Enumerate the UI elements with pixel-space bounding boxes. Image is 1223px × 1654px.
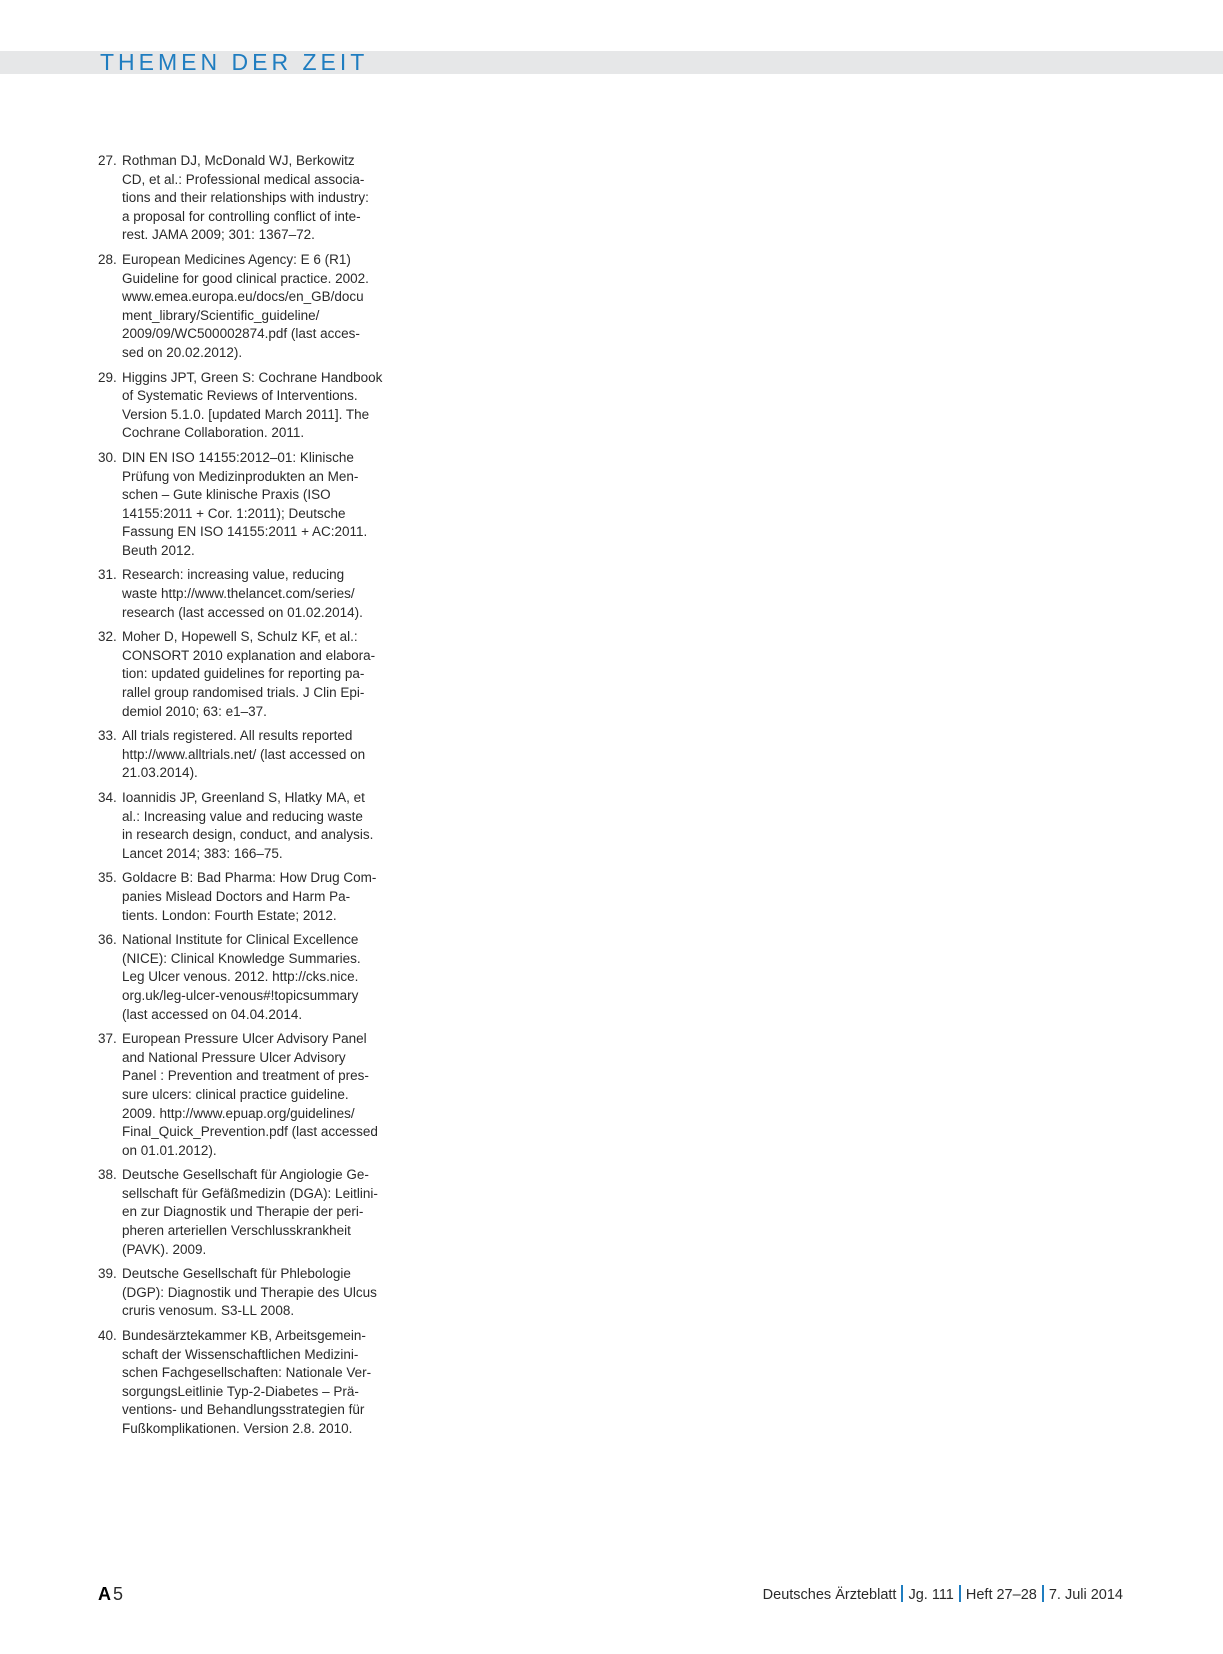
reference-line: Fassung EN ISO 14155:2011 + AC:2011. bbox=[122, 524, 368, 540]
reference-number: 32. bbox=[98, 629, 117, 645]
reference-number: 35. bbox=[98, 870, 117, 886]
reference-number: 39. bbox=[98, 1266, 117, 1282]
reference-line: 21.03.2014). bbox=[122, 765, 198, 781]
reference-line: sed on 20.02.2012). bbox=[122, 344, 243, 360]
reference-number: 36. bbox=[98, 932, 117, 948]
reference-line: sure ulcers: clinical practice guideline. bbox=[122, 1086, 349, 1102]
reference-line: www.emea.europa.eu/docs/en_GB/docu bbox=[122, 289, 364, 305]
reference-text bbox=[122, 628, 380, 721]
reference-line: http://www.alltrials.net/ (last accessed on bbox=[122, 746, 366, 762]
section-title: THEMEN DER ZEIT bbox=[100, 49, 369, 75]
reference-line: a proposal for controlling conflict of inte- bbox=[122, 208, 361, 224]
reference-line: on 01.01.2012). bbox=[122, 1142, 217, 1158]
reference-line: schaft der Wissenschaftlichen Medizini- bbox=[122, 1346, 359, 1362]
reference-item bbox=[98, 449, 380, 561]
reference-line: European Medicines Agency: E 6 (R1) bbox=[122, 251, 351, 267]
reference-line: in research design, conduct, and analysis. bbox=[122, 827, 374, 843]
reference-line: ment_library/Scientific_guideline/ bbox=[122, 307, 320, 323]
footer-separator bbox=[959, 1585, 961, 1602]
reference-text bbox=[122, 251, 380, 363]
reference-line: Prüfung von Medizinprodukten an Men- bbox=[122, 468, 359, 484]
reference-number: 33. bbox=[98, 728, 117, 744]
reference-line: All trials registered. All results reported bbox=[122, 728, 353, 744]
reference-item bbox=[98, 789, 380, 863]
reference-line: Ioannidis JP, Greenland S, Hlatky MA, et bbox=[122, 790, 365, 805]
footer-separator bbox=[901, 1585, 903, 1602]
reference-line: org.uk/leg-ulcer-venous#!topicsummary bbox=[122, 987, 359, 1003]
reference-number: 40. bbox=[98, 1328, 117, 1344]
reference-line: and National Pressure Ulcer Advisory bbox=[122, 1049, 346, 1065]
reference-line: cruris venosum. S3-LL 2008. bbox=[122, 1303, 295, 1319]
reference-line: research (last accessed on 01.02.2014). bbox=[122, 604, 363, 620]
reference-line: CONSORT 2010 explanation and elabora- bbox=[122, 647, 376, 663]
reference-line: tion: updated guidelines for reporting pa- bbox=[122, 666, 365, 682]
reference-line: sellschaft für Gefäßmedizin (DGA): Leitlini- bbox=[122, 1185, 378, 1201]
reference-number: 37. bbox=[98, 1031, 117, 1047]
reference-line: (last accessed on 04.04.2014. bbox=[122, 1006, 303, 1022]
reference-list bbox=[98, 152, 383, 1445]
reference-line: tions and their relationships with industry: bbox=[122, 190, 369, 206]
journal-date: 7. Juli 2014 bbox=[1048, 1587, 1123, 1603]
reference-line: rallel group randomised trials. J Clin Epi- bbox=[122, 685, 365, 701]
journal-volume: Jg. 111 bbox=[908, 1587, 954, 1603]
reference-number: 31. bbox=[98, 567, 117, 583]
reference-item bbox=[98, 251, 380, 363]
reference-text bbox=[122, 1265, 380, 1321]
reference-line: National Institute for Clinical Excellence bbox=[122, 932, 359, 948]
journal-name: Deutsches Ärzteblatt bbox=[762, 1587, 897, 1603]
reference-text bbox=[122, 789, 380, 863]
reference-line: Final_Quick_Prevention.pdf (last accessed bbox=[122, 1124, 378, 1140]
reference-line: Beuth 2012. bbox=[122, 542, 195, 558]
reference-line: en zur Diagnostik und Therapie der peri- bbox=[122, 1204, 364, 1220]
reference-line: al.: Increasing value and reducing waste bbox=[122, 808, 363, 824]
reference-line: (NICE): Clinical Knowledge Summaries. bbox=[122, 950, 361, 966]
reference-text bbox=[122, 869, 380, 925]
reference-item bbox=[98, 566, 380, 622]
reference-number: 28. bbox=[98, 251, 117, 267]
reference-line: Deutsche Gesellschaft für Phlebologie bbox=[122, 1266, 351, 1282]
reference-line: Higgins JPT, Green S: Cochrane Handbook bbox=[122, 369, 383, 385]
reference-number: 38. bbox=[98, 1167, 117, 1183]
reference-line: pheren arteriellen Verschlusskrankheit bbox=[122, 1223, 351, 1239]
reference-item bbox=[98, 931, 380, 1024]
reference-line: schen Fachgesellschaften: Nationale Ver- bbox=[122, 1365, 372, 1381]
reference-line: Panel : Prevention and treatment of pres- bbox=[122, 1068, 369, 1084]
reference-text bbox=[122, 1327, 380, 1439]
page-letter: A bbox=[98, 1584, 111, 1604]
reference-item bbox=[98, 727, 380, 783]
reference-line: waste http://www.thelancet.com/series/ bbox=[122, 586, 355, 602]
reference-line: Goldacre B: Bad Pharma: How Drug Com- bbox=[122, 870, 377, 886]
reference-item bbox=[98, 1265, 380, 1321]
reference-line: Research: increasing value, reducing bbox=[122, 567, 345, 583]
reference-text bbox=[122, 1166, 380, 1259]
reference-line: Version 5.1.0. [updated March 2011]. The bbox=[122, 406, 370, 422]
reference-text bbox=[122, 727, 380, 783]
reference-line: schen – Gute klinische Praxis (ISO bbox=[122, 487, 331, 503]
reference-text bbox=[122, 1030, 380, 1160]
reference-text bbox=[122, 369, 382, 443]
reference-number: 29. bbox=[98, 369, 117, 385]
reference-line: Fußkomplikationen. Version 2.8. 2010. bbox=[122, 1421, 353, 1436]
reference-line: CD, et al.: Professional medical associa- bbox=[122, 171, 365, 187]
reference-line: Guideline for good clinical practice. 2002. bbox=[122, 270, 369, 286]
page-digit: 5 bbox=[113, 1584, 124, 1604]
reference-line: European Pressure Ulcer Advisory Panel bbox=[122, 1031, 367, 1047]
reference-item bbox=[98, 628, 380, 721]
reference-item bbox=[98, 1327, 380, 1439]
reference-line: Cochrane Collaboration. 2011. bbox=[122, 425, 305, 441]
reference-item bbox=[98, 869, 380, 925]
journal-issue: Heft 27–28 bbox=[965, 1587, 1037, 1603]
reference-item bbox=[98, 1166, 380, 1259]
reference-number: 27. bbox=[98, 153, 117, 168]
reference-item bbox=[98, 152, 380, 245]
reference-line: of Systematic Reviews of Interventions. bbox=[122, 388, 358, 404]
reference-line: sorgungsLeitlinie Typ-2-Diabetes – Prä- bbox=[122, 1383, 359, 1399]
reference-line: 2009/09/WC500002874.pdf (last acces- bbox=[122, 326, 360, 342]
reference-item bbox=[98, 369, 383, 443]
reference-line: (PAVK). 2009. bbox=[122, 1241, 207, 1257]
reference-text bbox=[122, 566, 380, 622]
reference-number: 34. bbox=[98, 790, 117, 805]
reference-line: Lancet 2014; 383: 166–75. bbox=[122, 845, 283, 861]
reference-line: demiol 2010; 63: e1–37. bbox=[122, 703, 267, 719]
reference-line: rest. JAMA 2009; 301: 1367–72. bbox=[122, 227, 315, 243]
reference-line: tients. London: Fourth Estate; 2012. bbox=[122, 907, 337, 923]
reference-line: panies Mislead Doctors and Harm Pa- bbox=[122, 888, 351, 904]
reference-line: Rothman DJ, McDonald WJ, Berkowitz bbox=[122, 153, 355, 168]
reference-line: 14155:2011 + Cor. 1:2011); Deutsche bbox=[122, 505, 346, 521]
reference-line: 2009. http://www.epuap.org/guidelines/ bbox=[122, 1105, 355, 1121]
reference-line: Deutsche Gesellschaft für Angiologie Ge- bbox=[122, 1167, 369, 1183]
footer-separator bbox=[1042, 1585, 1044, 1602]
reference-number: 30. bbox=[98, 449, 117, 465]
reference-text bbox=[122, 931, 380, 1024]
reference-line: ventions- und Behandlungsstrategien für bbox=[122, 1402, 365, 1418]
journal-footer bbox=[763, 1585, 1123, 1605]
reference-line: (DGP): Diagnostik und Therapie des Ulcus bbox=[122, 1284, 377, 1300]
reference-text bbox=[122, 152, 380, 245]
page-number bbox=[98, 1582, 123, 1606]
reference-text bbox=[122, 449, 380, 561]
reference-line: Bundesärztekammer KB, Arbeitsgemein- bbox=[122, 1328, 366, 1344]
reference-line: Moher D, Hopewell S, Schulz KF, et al.: bbox=[122, 629, 358, 645]
reference-item bbox=[98, 1030, 380, 1160]
reference-line: Leg Ulcer venous. 2012. http://cks.nice. bbox=[122, 969, 359, 985]
reference-line: DIN EN ISO 14155:2012–01: Klinische bbox=[122, 449, 354, 465]
